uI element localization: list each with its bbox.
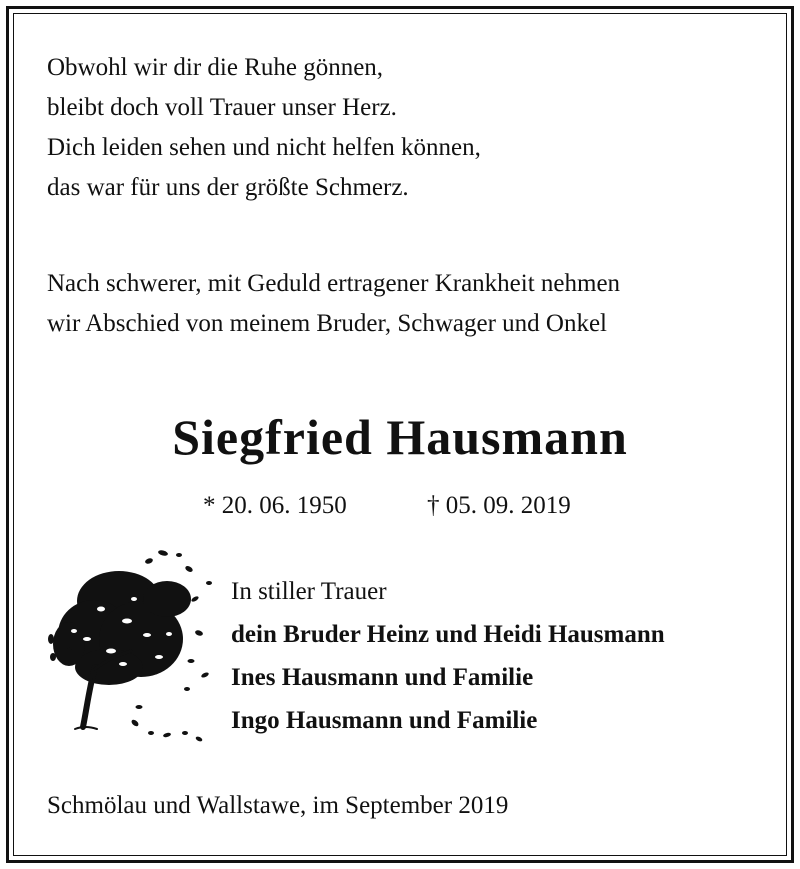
poem-line: das war für uns der größte Schmerz. bbox=[47, 174, 409, 201]
poem-line: Dich leiden sehen und nicht helfen können, bbox=[47, 134, 481, 161]
mourner-name: dein Bruder Heinz und Heidi Hausmann bbox=[231, 621, 665, 648]
obituary-frame bbox=[6, 6, 794, 863]
intro-line: Nach schwerer, mit Geduld ertragener Krankheit nehmen bbox=[47, 270, 621, 297]
poem-line: bleibt doch voll Trauer unser Herz. bbox=[47, 94, 397, 121]
intro-line: wir Abschied von meinem Bruder, Schwager und Onkel bbox=[47, 310, 607, 337]
windblown-tree-icon bbox=[39, 539, 224, 754]
death-date: † 05. 09. 2019 bbox=[427, 492, 571, 519]
place-date-footer: Schmölau und Wallstawe, im September 2019 bbox=[47, 792, 509, 819]
mourners-heading: In stiller Trauer bbox=[231, 578, 387, 605]
poem-verse bbox=[47, 48, 481, 208]
deceased-name: Siegfried Hausmann bbox=[172, 409, 628, 465]
mourner-name: Ingo Hausmann und Familie bbox=[231, 707, 538, 734]
mourners-block bbox=[231, 570, 665, 742]
poem-line: Obwohl wir dir die Ruhe gönnen, bbox=[47, 54, 384, 81]
mourner-name: Ines Hausmann und Familie bbox=[231, 664, 534, 691]
birth-date: * 20. 06. 1950 bbox=[203, 492, 347, 519]
intro-text bbox=[47, 264, 620, 344]
